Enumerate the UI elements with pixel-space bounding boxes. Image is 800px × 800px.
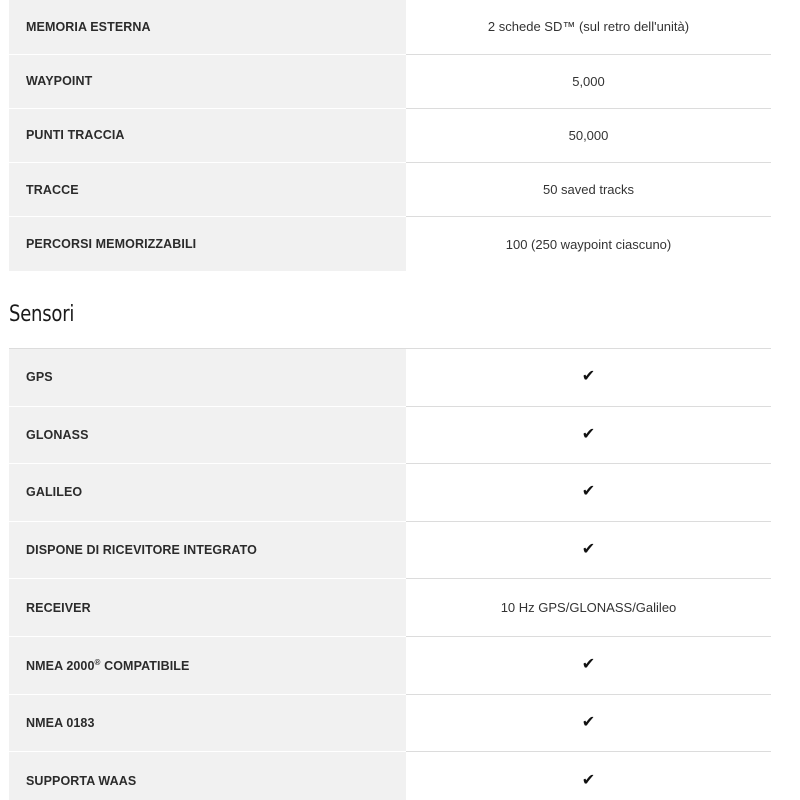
table-row — [9, 108, 771, 162]
spec-label-receiver: RECEIVER — [9, 579, 406, 637]
spec-label-external-memory: MEMORIA ESTERNA — [9, 0, 406, 54]
spec-value-tracks: 50 saved tracks — [406, 163, 771, 217]
table-row — [9, 406, 771, 464]
spec-value-receiver: 10 Hz GPS/GLONASS/Galileo — [406, 579, 771, 637]
spec-value-nmea-2000 — [406, 636, 771, 694]
spec-label-waypoint: WAYPOINT — [9, 54, 406, 108]
table-row — [9, 349, 771, 407]
spec-label-routes: PERCORSI MEMORIZZABILI — [9, 217, 406, 271]
table-row — [9, 579, 771, 637]
check-icon: ✔ — [581, 656, 596, 674]
table-row — [9, 521, 771, 579]
spec-value-galileo — [406, 464, 771, 522]
spec-label-nmea-2000 — [9, 636, 406, 694]
spec-label-glonass: GLONASS — [9, 406, 406, 464]
spec-value-glonass — [406, 406, 771, 464]
nmea-2000-label-main: NMEA 2000 — [26, 658, 95, 673]
spec-value-gps — [406, 349, 771, 407]
table-row — [9, 464, 771, 522]
spec-value-waypoint: 5,000 — [406, 54, 771, 108]
spec-label-integrated-receiver: DISPONE DI RICEVITORE INTEGRATO — [9, 521, 406, 579]
spec-value-nmea-0183 — [406, 694, 771, 752]
spec-value-waas — [406, 752, 771, 800]
spec-value-external-memory: 2 schede SD™ (sul retro dell'unità) — [406, 0, 771, 54]
spec-value-routes: 100 (250 waypoint ciascuno) — [505, 236, 672, 252]
table-row — [9, 694, 771, 752]
check-icon: ✔ — [581, 541, 596, 559]
table-row — [9, 217, 771, 271]
check-icon: ✔ — [581, 368, 596, 386]
sensors-spec-table — [9, 348, 771, 800]
spec-value-track-points: 50,000 — [406, 108, 771, 162]
spec-label-galileo: GALILEO — [9, 464, 406, 522]
spec-label-nmea-0183: NMEA 0183 — [9, 694, 406, 752]
table-row — [9, 752, 771, 800]
table-row — [9, 0, 771, 54]
registered-mark: ® — [94, 657, 101, 667]
table-row — [9, 163, 771, 217]
spec-label-track-points: PUNTI TRACCIA — [9, 108, 406, 162]
check-icon: ✔ — [581, 425, 596, 443]
table-row — [9, 636, 771, 694]
check-icon: ✔ — [581, 483, 596, 501]
spec-value-integrated-receiver — [406, 521, 771, 579]
table-row — [9, 54, 771, 108]
spec-label-tracks: TRACCE — [9, 163, 406, 217]
check-icon: ✔ — [581, 713, 596, 731]
section-heading-sensors: Sensori — [9, 302, 75, 327]
spec-label-gps: GPS — [9, 349, 406, 407]
nmea-2000-label-rest: COMPATIBILE — [100, 658, 190, 673]
spec-label-waas: SUPPORTA WAAS — [9, 752, 406, 800]
memory-spec-table — [9, 0, 771, 271]
check-icon: ✔ — [581, 771, 596, 789]
